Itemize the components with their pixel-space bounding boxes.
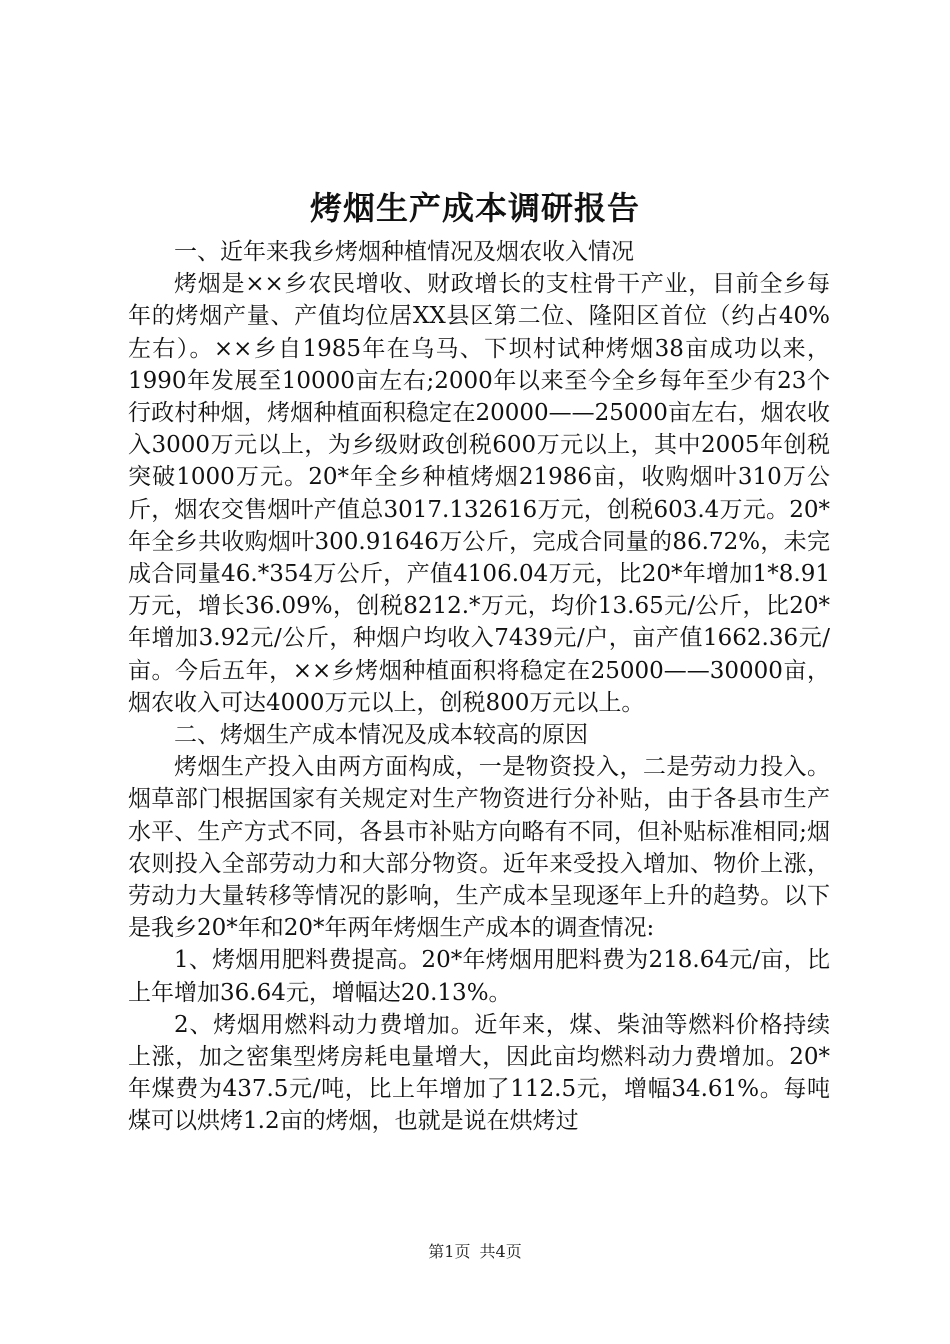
section-heading-1: 一、近年来我乡烤烟种植情况及烟农收入情况 [174,239,634,265]
section-heading-2: 二、烤烟生产成本情况及成本较高的原因 [174,722,588,749]
body-paragraph: 2、烤烟用燃料动力费增加。近年来，煤、柴油等燃料价格持续上涨，加之密集型烤房耗电量增大，因此亩均燃料动力费增加。20*年煤费为437.5元/吨，比上年增加了112.5元，增幅34.61%。每吨煤可以烘烤1.2亩的烤烟，也就是说在烘烤过 [128,1011,830,1135]
document-body [128,236,830,1138]
body-paragraph: 烤烟是××乡农民增收、财政增长的支柱骨干产业，目前全乡每年的烤烟产量、产值均位居XX县区第二位、隆阳区首位（约占40%左右）。××乡自1985年在乌马、下坝村试种烤烟38亩成功以来，1990年发展至10000亩左右;2000年以来至今全乡每年至少有23个行政村种烟，烤烟种植面积稳定在20000——25000亩左右，烟农收入3000万元以上，为乡级财政创税600万元以上，其中2005年创税突破1000万元。20*年全乡种植烤烟21986亩，收购烟叶310万公斤，烟农交售烟叶产值总3017.132616万元，创税603.4万元。20*年全乡共收购烟叶300.91646万公斤，完成合同量的86.72%，未完成合同量46.*354万公斤，产值4106.04万元，比20*年增加1*8.91万元，增长36.09%，创税8212.*万元，均价13.65元/公斤，比20*年增加3.92元/公斤，种烟户均收入7439元/户，亩产值1662.36元/亩。今后五年，××乡烤烟种植面积将稳定在25000——30000亩，烟农收入可达4000万元以上，创税800万元以上。 [128,271,830,716]
page-number: 第1页 [428,1242,471,1261]
page-total: 共4页 [479,1242,522,1261]
document-title: 烤烟生产成本调研报告 [309,189,640,227]
page-footer [0,1240,950,1264]
body-paragraph: 烤烟生产投入由两方面构成，一是物资投入，二是劳动力投入。烟草部门根据国家有关规定对生产物资进行分补贴，由于各县市生产水平、生产方式不同，各县市补贴方向略有不同，但补贴标准相同;烟农则投入全部劳动力和大部分物资。近年来受投入增加、物价上涨，劳动力大量转移等情况的影响，生产成本呈现逐年上升的趋势。以下是我乡20*年和20*年两年烤烟生产成本的调查情况: [128,754,830,942]
body-paragraph: 1、烤烟用肥料费提高。20*年烤烟用肥料费为218.64元/亩，比上年增加36.64元，增幅达20.13%。 [128,947,830,1006]
